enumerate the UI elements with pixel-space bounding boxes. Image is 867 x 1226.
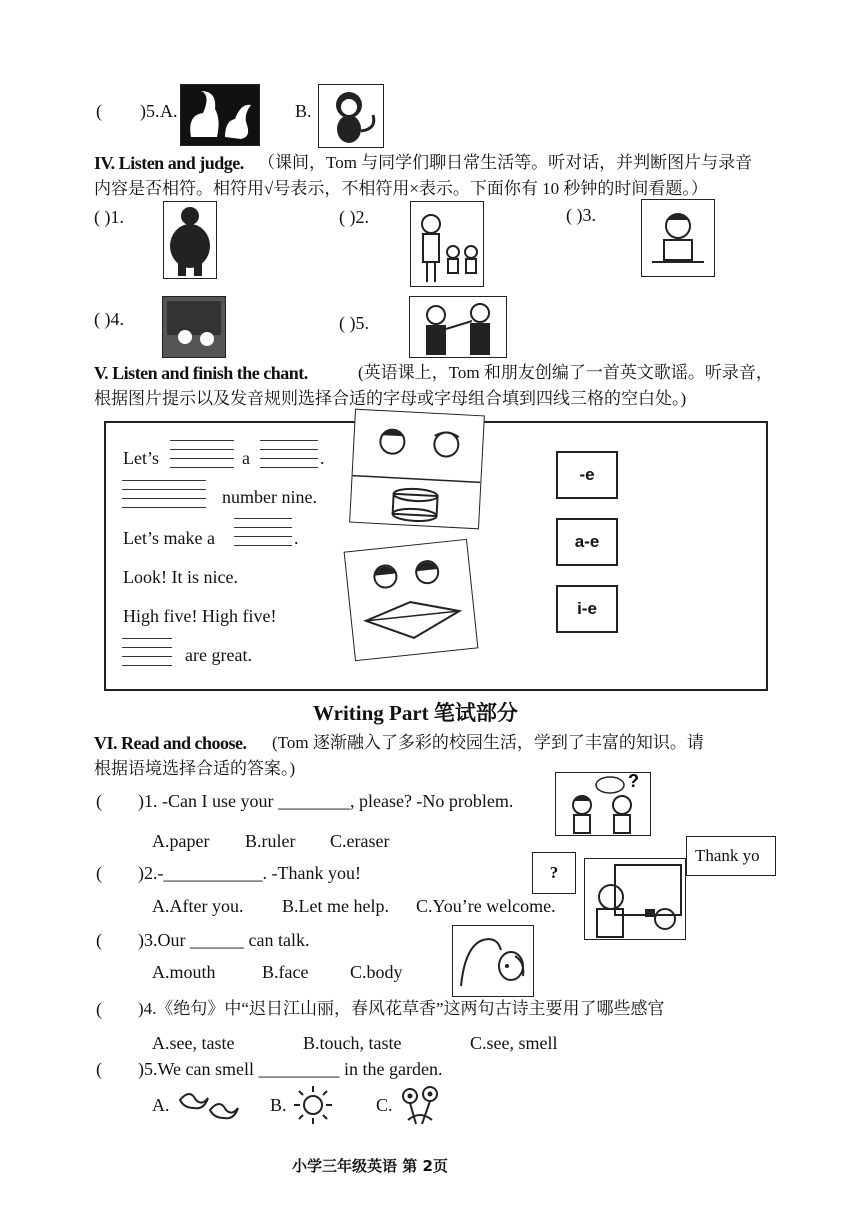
writing-part-title: Writing Part 笔试部分: [313, 701, 518, 725]
judge-item-4: ( )4.: [94, 309, 124, 329]
q3-stem: )3.Our ______ can talk.: [138, 930, 310, 950]
judge-picture-2: [410, 201, 484, 287]
q3-option-a: A.mouth: [152, 962, 216, 982]
q4-option-a: A.see, taste: [152, 1033, 235, 1053]
q4-paren: (: [96, 999, 102, 1019]
chant-line3-period: .: [294, 528, 299, 548]
fourline-blank-3[interactable]: [122, 480, 206, 508]
judge-item-3: ( )3.: [566, 205, 596, 225]
page-footer: 小学三年级英语 第 2页: [292, 1157, 448, 1175]
q5-number: )5.: [140, 101, 160, 121]
q2-picture: [584, 858, 686, 940]
judge-picture-1: [163, 201, 217, 279]
birds-icon: [176, 1086, 242, 1126]
q3-paren: (: [96, 930, 102, 950]
q5-option-c: C.: [376, 1095, 393, 1115]
section4-desc-1: （课间，Tom 与同学们聊日常生活等。听对话，并判断图片与录音: [258, 153, 753, 172]
section6-title: VI. Read and choose.: [94, 733, 247, 753]
svg-text:?: ?: [628, 773, 639, 791]
fourline-blank-2[interactable]: [260, 440, 318, 468]
cake-picture: [349, 409, 485, 530]
chant-line3-make: Let’s make a: [123, 528, 215, 548]
q1-option-b: B.ruler: [245, 831, 296, 851]
chant-line6: are great.: [185, 645, 252, 665]
fourline-blank-5[interactable]: [122, 638, 172, 666]
q5-stem: )5.We can smell _________ in the garden.: [138, 1059, 443, 1079]
section6-desc-1: (Tom 逐渐融入了多彩的校园生活，学到了丰富的知识。请: [272, 733, 704, 752]
q5-option-b: B.: [270, 1095, 287, 1115]
section4-desc-2: 内容是否相符。相符用√号表示，不相符用×表示。下面你有 10 秒钟的时间看题。）: [94, 179, 708, 198]
judge-picture-4: [162, 296, 226, 358]
chant-line1-period: .: [320, 448, 325, 468]
q2-paren: (: [96, 863, 102, 883]
section5-desc-1: (英语课上，Tom 和朋友创编了一首英文歌谣。听录音，: [358, 363, 773, 382]
q4-stem: )4.《绝句》中“迟日江山丽，春风花草香”这两句古诗主要用了哪些感官: [138, 999, 665, 1018]
q5-option-a: A.: [152, 1095, 170, 1115]
q4-option-b: B.touch, taste: [303, 1033, 402, 1053]
q4-option-c: C.see, smell: [470, 1033, 558, 1053]
q5-option-b: B.: [295, 101, 312, 121]
q2-option-a: A.After you.: [152, 896, 244, 916]
judge-item-5: ( )5.: [339, 313, 369, 333]
q5-paren: (: [96, 101, 102, 121]
q1-option-c: C.eraser: [330, 831, 390, 851]
chant-line1-lets: Let’s: [123, 448, 159, 468]
q1-picture: [555, 772, 651, 836]
q3-option-b: B.face: [262, 962, 309, 982]
chant-line1-a: a: [242, 448, 250, 468]
chant-line4: Look! It is nice.: [123, 567, 238, 587]
q1-stem: )1. -Can I use your ________, please? -No problem.: [138, 791, 514, 811]
sun-icon: [292, 1084, 334, 1126]
chant-option-i-e[interactable]: i-e: [556, 585, 618, 633]
monkey-picture: [318, 84, 384, 148]
q1-option-a: A.paper: [152, 831, 210, 851]
judge-picture-5: [409, 296, 507, 358]
section5-desc-2: 根据图片提示以及发音规则选择合适的字母或字母组合填到四线三格的空白处。): [94, 389, 687, 408]
judge-item-2: ( )2.: [339, 207, 369, 227]
skunk-picture: [180, 84, 260, 146]
section6-desc-2: 根据语境选择合适的答案。): [94, 759, 296, 778]
kite-picture: [344, 539, 479, 661]
flowers-icon: [398, 1084, 444, 1126]
chant-line5: High five! High five!: [123, 606, 277, 626]
section4-title: IV. Listen and judge.: [94, 153, 244, 173]
q1-paren: (: [96, 791, 102, 811]
q3-option-c: C.body: [350, 962, 403, 982]
q2-option-b: B.Let me help.: [282, 896, 389, 916]
judge-picture-3: [641, 199, 715, 277]
q2-stem: )2.-___________. -Thank you!: [138, 863, 361, 883]
section5-title: V. Listen and finish the chant.: [94, 363, 308, 383]
chant-option-e[interactable]: -e: [556, 451, 618, 499]
chant-option-a-e[interactable]: a-e: [556, 518, 618, 566]
q5-option-a: A.: [160, 101, 178, 121]
judge-item-1: ( )1.: [94, 207, 124, 227]
q2-question-bubble: ?: [532, 852, 576, 894]
q5-paren-writing: (: [96, 1059, 102, 1079]
q2-option-c: C.You’re welcome.: [416, 896, 556, 916]
fourline-blank-4[interactable]: [234, 518, 292, 546]
q3-picture: [452, 925, 534, 997]
chant-line2: number nine.: [222, 487, 317, 507]
fourline-blank-1[interactable]: [170, 440, 234, 468]
q2-thanks-bubble: Thank yo: [686, 836, 776, 876]
